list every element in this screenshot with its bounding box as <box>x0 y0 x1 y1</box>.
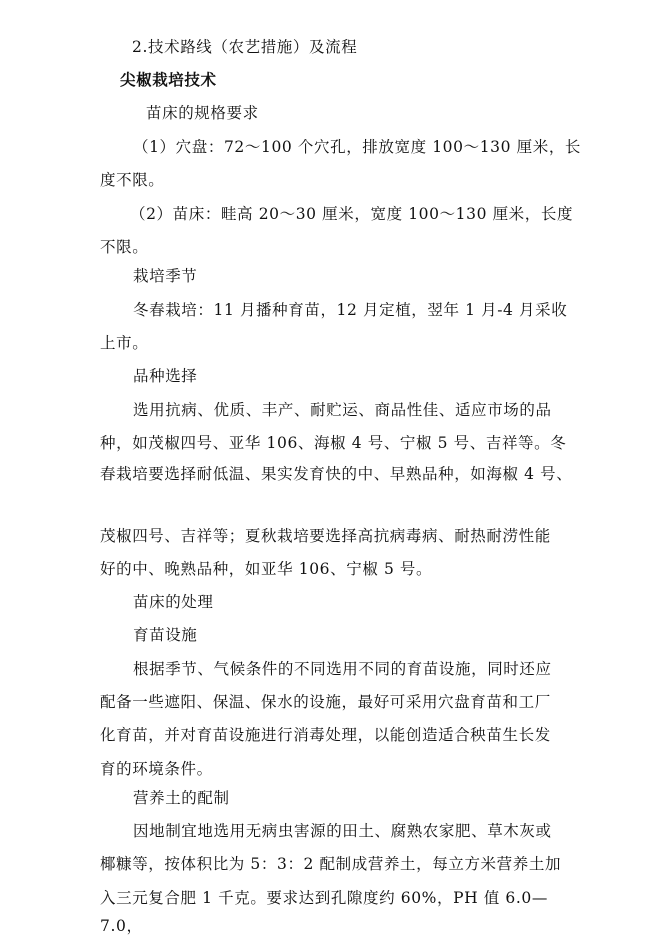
nutrient-soil-line4: 7.0， <box>100 917 143 935</box>
variety-line2: 种，如茂椒四号、亚华 106、海椒 4 号、宁椒 5 号、吉祥等。冬 <box>100 434 567 452</box>
seedbed-spec-item1-line2: 度不限。 <box>100 171 165 189</box>
nutrient-soil-line3: 入三元复合肥 1 千克。要求达到孔隙度约 60%，PH 值 6.0— <box>100 889 548 907</box>
seedbed-facility-line2: 配备一些遮阳、保温、保水的设施，最好可采用穴盘育苗和工厂 <box>100 693 551 711</box>
variety-line5: 好的中、晚熟品种，如亚华 106、宁椒 5 号。 <box>100 560 433 578</box>
seedbed-spec-heading: 苗床的规格要求 <box>146 104 259 122</box>
variety-line1: 选用抗病、优质、丰产、耐贮运、商品性佳、适应市场的品 <box>133 401 552 419</box>
seedbed-facility-line1: 根据季节、气候条件的不同选用不同的育苗设施，同时还应 <box>133 660 552 678</box>
seedbed-facility-subheading: 育苗设施 <box>133 626 198 644</box>
seedbed-spec-item2-line1: （2）苗床：畦高 20～30 厘米，宽度 100～130 厘米，长度 <box>130 205 574 223</box>
season-heading: 栽培季节 <box>133 267 198 285</box>
season-line1: 冬春栽培：11 月播种育苗，12 月定植，翌年 1 月-4 月采收 <box>133 301 568 319</box>
section-heading: 2.技术路线（农艺措施）及流程 <box>132 38 358 56</box>
nutrient-soil-line1: 因地制宜地选用无病虫害源的田土、腐熟农家肥、草木灰或 <box>133 822 552 840</box>
seedbed-facility-line4: 育的环境条件。 <box>100 760 213 778</box>
seedbed-spec-item1-line1: （1）穴盘：72～100 个穴孔，排放宽度 100～130 厘米，长 <box>133 138 582 156</box>
season-line2: 上市。 <box>100 334 149 352</box>
document-title: 尖椒栽培技术 <box>120 71 217 89</box>
seedbed-spec-item2-line2: 不限。 <box>100 238 149 256</box>
seedbed-facility-line3: 化育苗，并对育苗设施进行消毒处理，以能创造适合秧苗生长发 <box>100 726 551 744</box>
seedbed-treatment-heading: 苗床的处理 <box>133 593 214 611</box>
variety-line3: 春栽培要选择耐低温、果实发育快的中、早熟品种，如海椒 4 号、 <box>100 465 573 483</box>
nutrient-soil-line2: 椰糠等，按体积比为 5：3：2 配制成营养土，每立方米营养土加 <box>100 855 562 873</box>
variety-line4: 茂椒四号、吉祥等；夏秋栽培要选择高抗病毒病、耐热耐涝性能 <box>100 527 551 545</box>
variety-heading: 品种选择 <box>133 367 198 385</box>
nutrient-soil-heading: 营养土的配制 <box>133 789 230 807</box>
